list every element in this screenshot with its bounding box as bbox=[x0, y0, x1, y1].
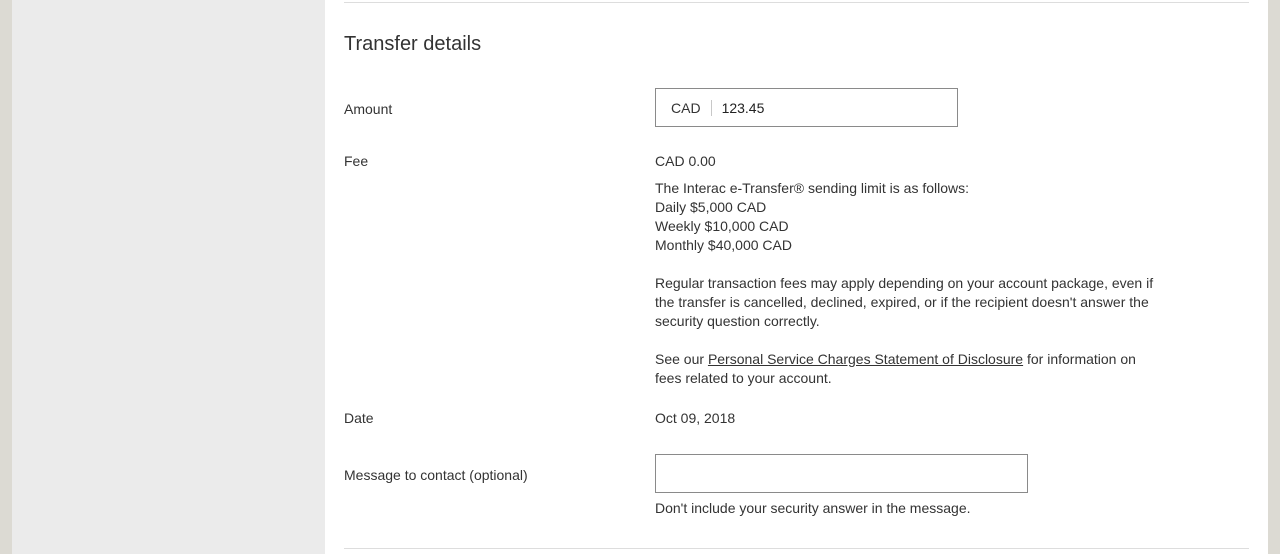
disclosure-line-2: fees related to your account. bbox=[655, 370, 832, 386]
left-border-strip bbox=[0, 0, 12, 554]
daily-limit-text: Daily $5,000 CAD bbox=[655, 199, 767, 215]
left-side-panel bbox=[12, 0, 325, 554]
fees-note-line-1: Regular transaction fees may apply depending on your account package, even if bbox=[655, 275, 1154, 291]
fee-label: Fee bbox=[344, 153, 369, 169]
weekly-limit-text: Weekly $10,000 CAD bbox=[655, 218, 789, 234]
fees-note-line-3: security question correctly. bbox=[655, 313, 820, 329]
amount-currency: CAD bbox=[656, 100, 712, 116]
fee-info-block bbox=[655, 179, 1185, 388]
disclosure-link[interactable]: Personal Service Charges Statement of Disclosure bbox=[707, 351, 1024, 367]
section-title: Transfer details bbox=[344, 33, 482, 55]
message-input[interactable] bbox=[655, 454, 1028, 493]
right-border-strip bbox=[1268, 0, 1280, 554]
amount-input[interactable] bbox=[712, 99, 944, 117]
transfer-details-panel bbox=[325, 0, 1268, 554]
date-value: Oct 09, 2018 bbox=[655, 410, 736, 426]
top-divider bbox=[344, 2, 1249, 3]
message-hint: Don't include your security answer in the message. bbox=[655, 500, 971, 516]
fees-note-line-2: the transfer is cancelled, declined, expired, or if the recipient doesn't answer the bbox=[655, 294, 1149, 310]
bottom-divider bbox=[344, 548, 1249, 549]
disclosure-text bbox=[655, 350, 1185, 369]
monthly-limit-text: Monthly $40,000 CAD bbox=[655, 237, 792, 253]
message-label: Message to contact (optional) bbox=[344, 467, 528, 483]
disclosure-prefix: See our bbox=[655, 351, 705, 367]
fee-value: CAD 0.00 bbox=[655, 153, 716, 169]
date-label: Date bbox=[344, 410, 374, 426]
amount-label: Amount bbox=[344, 101, 393, 117]
amount-field[interactable] bbox=[655, 88, 958, 127]
limit-intro-text: The Interac e-Transfer® sending limit is as follows: bbox=[655, 180, 970, 196]
disclosure-suffix: for information on bbox=[1026, 351, 1136, 367]
